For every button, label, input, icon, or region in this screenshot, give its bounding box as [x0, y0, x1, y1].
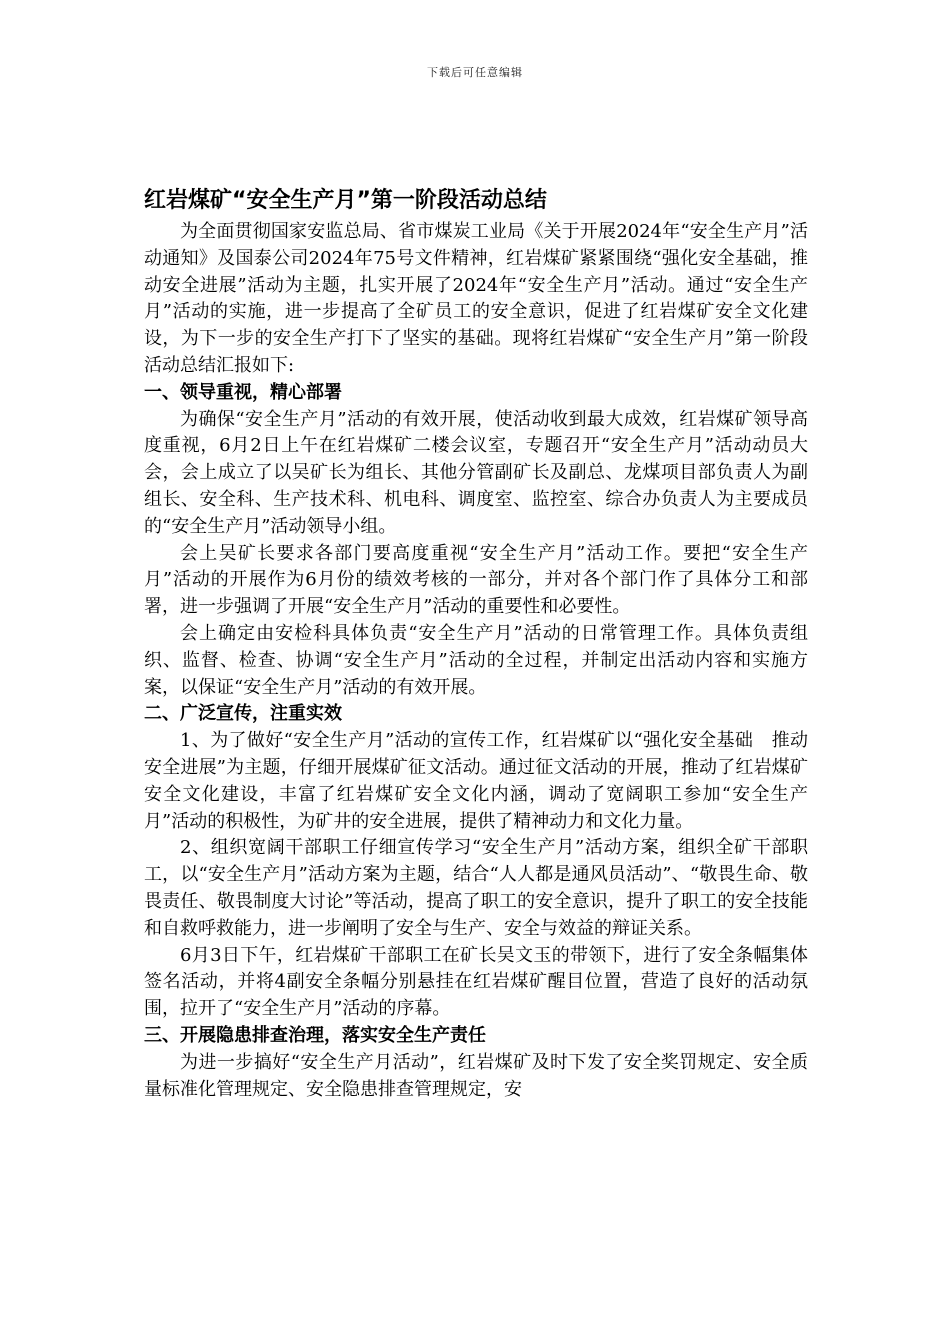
document-title: 红岩煤矿“安全生产月”第一阶段活动总结 — [144, 188, 547, 213]
section-paragraph: 会上确定由安检科具体负责“安全生产月”活动的日常管理工作。具体负责组织、监督、检查、协调“安全生产月”活动的全过程，并制定出活动内容和实施方案，以保证“安全生产月”活动的有效开展。 — [144, 622, 808, 698]
section-paragraph: 6月3日下午，红岩煤矿干部职工在矿长吴文玉的带领下，进行了安全条幅集体签名活动，并将4副安全条幅分别悬挂在红岩煤矿醒目位置，营造了良好的活动氛围，拉开了“安全生产月”活动的序幕。 — [144, 944, 808, 1020]
document-body — [144, 183, 808, 1103]
section-1 — [144, 380, 808, 702]
section-heading: 三、开展隐患排查治理，落实安全生产责任 — [144, 1024, 486, 1046]
intro-paragraph: 为全面贯彻国家安监总局、省市煤炭工业局《关于开展2024年“安全生产月”活动通知》及国泰公司2024年75号文件精神，红岩煤矿紧紧围绕“强化安全基础，推动安全进展”活动为主题，扎实开展了2024年“安全生产月”活动。通过“安全生产月”活动的实施，进一步提高了全矿员工的安全意识，促进了红岩煤矿安全文化建设，为下一步的安全生产打下了坚实的基础。现将红岩煤矿“安全生产月”第一阶段活动总结汇报如下: — [144, 221, 808, 376]
section-3 — [144, 1023, 808, 1103]
section-heading: 二、广泛宣传，注重实效 — [144, 703, 342, 725]
section-paragraph: 为进一步搞好“安全生产月活动”，红岩煤矿及时下发了安全奖罚规定、安全质量标准化管理规定、安全隐患排查管理规定，安 — [144, 1051, 808, 1100]
section-paragraph: 2、组织宽阔干部职工仔细宣传学习“安全生产月”活动方案，组织全矿干部职工，以“安全生产月”活动方案为主题，结合“人人都是通风员活动”、“敬畏生命、敬畏责任、敬畏制度大讨论”等活动，提高了职工的安全意识，提升了职工的安全技能和自救呼救能力，进一步阐明了安全与生产、安全与效益的辩证关系。 — [144, 837, 808, 939]
section-paragraph: 会上吴矿长要求各部门要高度重视“安全生产月”活动工作。要把“安全生产月”活动的开展作为6月份的绩效考核的一部分，并对各个部门作了具体分工和部署，进一步强调了开展“安全生产月”活动的重要性和必要性。 — [144, 542, 808, 618]
section-2 — [144, 701, 808, 1023]
page-header-note: 下载后可任意编辑 — [427, 66, 523, 79]
section-paragraph: 为确保“安全生产月”活动的有效开展，使活动收到最大成效，红岩煤矿领导高度重视，6月2日上午在红岩煤矿二楼会议室，专题召开“安全生产月”活动动员大会，会上成立了以吴矿长为组长、其他分管副矿长及副总、龙煤项目部负责人为副组长、安全科、生产技术科、机电科、调度室、监控室、综合办负责人为主要成员的“安全生产月”活动领导小组。 — [144, 408, 808, 537]
section-heading: 一、领导重视，精心部署 — [144, 381, 342, 403]
section-paragraph: 1、为了做好“安全生产月”活动的宣传工作，红岩煤矿以“强化安全基础 推动安全进展”为主题，仔细开展煤矿征文活动。通过征文活动的开展，推动了红岩煤矿安全文化建设，丰富了红岩煤矿安全文化内涵，调动了宽阔职工参加“安全生产月”活动的积极性，为矿井的安全进展，提供了精神动力和文化力量。 — [144, 730, 808, 832]
